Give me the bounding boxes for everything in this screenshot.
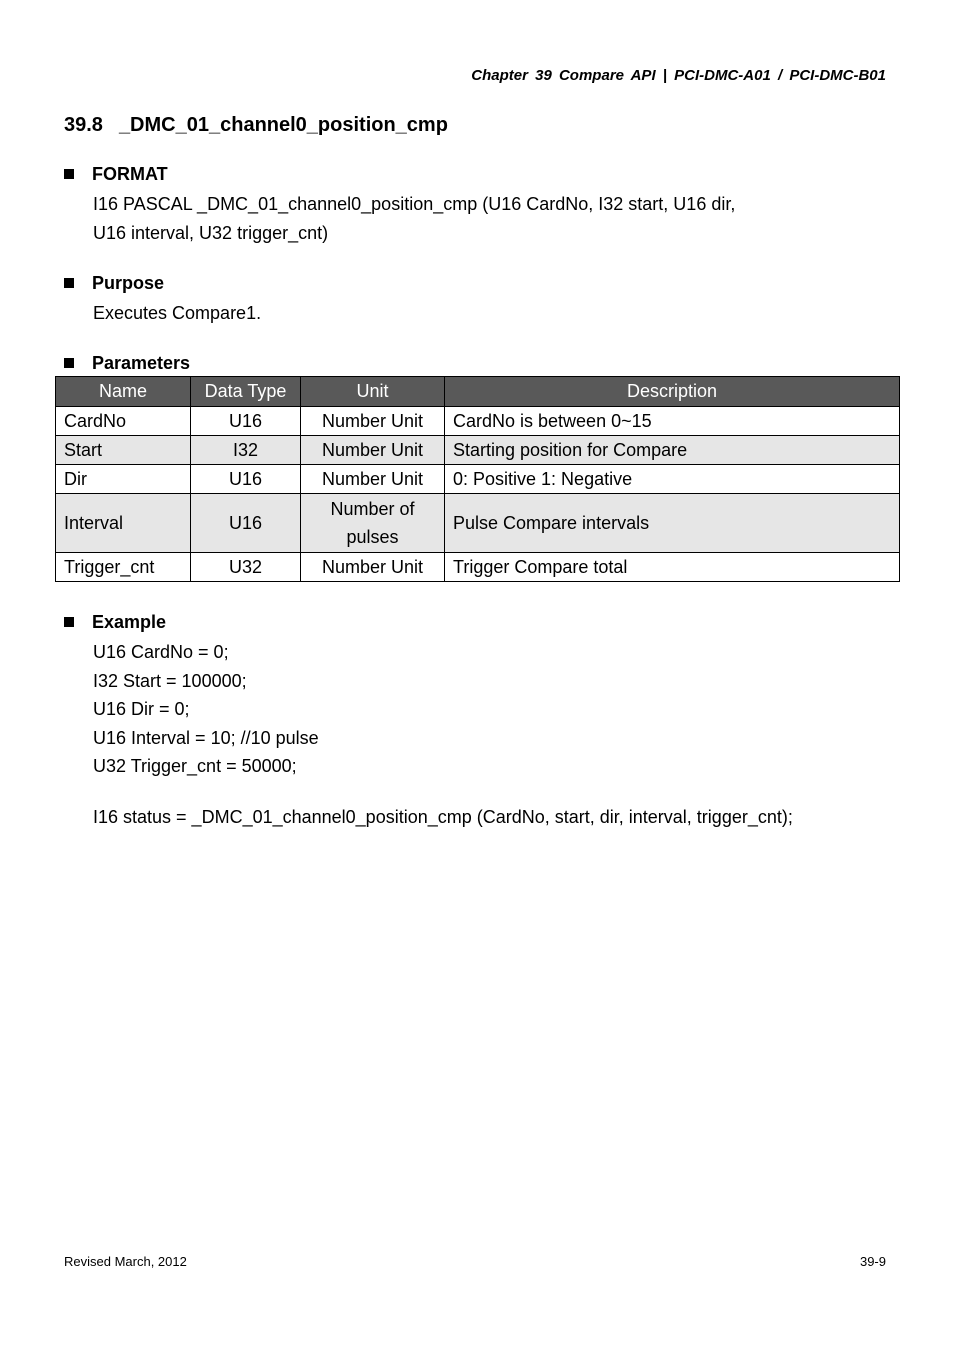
- example-heading: [64, 610, 793, 634]
- format-line: U16 interval, U32 trigger_cnt): [93, 222, 329, 243]
- param-name: Interval: [56, 494, 191, 553]
- page-header: Chapter 39 Compare API | PCI-DMC-A01 / PCI-DMC-B01: [471, 67, 886, 84]
- format-heading-label: FORMAT: [92, 163, 168, 184]
- param-unit: Number Unit: [301, 465, 445, 494]
- param-description: Starting position for Compare: [445, 436, 900, 465]
- param-type: U16: [191, 494, 301, 553]
- footer-revised: Revised March, 2012: [64, 1254, 187, 1269]
- column-header: Description: [445, 377, 900, 407]
- code-call-line: I16 status = _DMC_01_channel0_position_cmp (CardNo, start, dir, interval, trigger_cnt);: [93, 806, 793, 827]
- param-unit-text: Number of pulses: [330, 499, 415, 547]
- table-row: [56, 465, 900, 494]
- code-line: I32 Start = 100000;: [93, 670, 247, 691]
- purpose-heading: [64, 271, 261, 295]
- code-line: U32 Trigger_cnt = 50000;: [93, 756, 297, 776]
- param-name: Start: [56, 436, 191, 465]
- example-code: [93, 638, 793, 831]
- section-number: 39.8: [64, 114, 103, 136]
- table-header-row: [56, 377, 900, 407]
- column-header: Name: [56, 377, 191, 407]
- purpose-section: [64, 271, 261, 328]
- table-row: [56, 494, 900, 553]
- param-type: U32: [191, 553, 301, 582]
- column-header: Unit: [301, 377, 445, 407]
- format-signature: [93, 190, 735, 247]
- purpose-heading-label: Purpose: [92, 272, 165, 293]
- table-row: [56, 407, 900, 436]
- section-name: _DMC_01_channel0_position_cmp: [118, 114, 448, 136]
- param-description: CardNo is between 0~15: [445, 407, 900, 436]
- square-bullet-icon: [64, 169, 74, 179]
- param-name: Dir: [56, 465, 191, 494]
- square-bullet-icon: [64, 278, 74, 288]
- param-unit: [301, 494, 445, 553]
- section-title: [64, 114, 448, 137]
- format-line: I16 PASCAL _DMC_01_channel0_position_cmp (U16 CardNo, I32 start, U16 dir,: [93, 194, 736, 214]
- param-unit: Number Unit: [301, 407, 445, 436]
- table-row: [56, 436, 900, 465]
- param-unit: Number Unit: [301, 436, 445, 465]
- example-heading-label: Example: [92, 611, 167, 632]
- param-description: Pulse Compare intervals: [445, 494, 900, 553]
- param-name: Trigger_cnt: [56, 553, 191, 582]
- purpose-text: Executes Compare1.: [93, 303, 262, 323]
- param-unit: Number Unit: [301, 553, 445, 582]
- code-line: U16 Interval = 10; //10 pulse: [93, 727, 319, 748]
- param-type: U16: [191, 465, 301, 494]
- param-name: CardNo: [56, 407, 191, 436]
- param-type: U16: [191, 407, 301, 436]
- parameters-section: [64, 351, 190, 375]
- column-header: Data Type: [191, 377, 301, 407]
- format-section: [64, 162, 735, 247]
- param-description: Trigger Compare total: [445, 553, 900, 582]
- parameters-heading-label: Parameters: [92, 352, 191, 373]
- example-section: [64, 610, 793, 831]
- square-bullet-icon: [64, 358, 74, 368]
- code-line: U16 Dir = 0;: [93, 699, 190, 719]
- format-heading: [64, 162, 735, 186]
- table-row: [56, 553, 900, 582]
- parameters-heading: [64, 351, 190, 375]
- param-type: I32: [191, 436, 301, 465]
- square-bullet-icon: [64, 617, 74, 627]
- param-description: 0: Positive 1: Negative: [445, 465, 900, 494]
- footer-page-number: 39-9: [859, 1254, 886, 1269]
- code-line: U16 CardNo = 0;: [93, 642, 229, 662]
- parameters-table: [55, 376, 900, 582]
